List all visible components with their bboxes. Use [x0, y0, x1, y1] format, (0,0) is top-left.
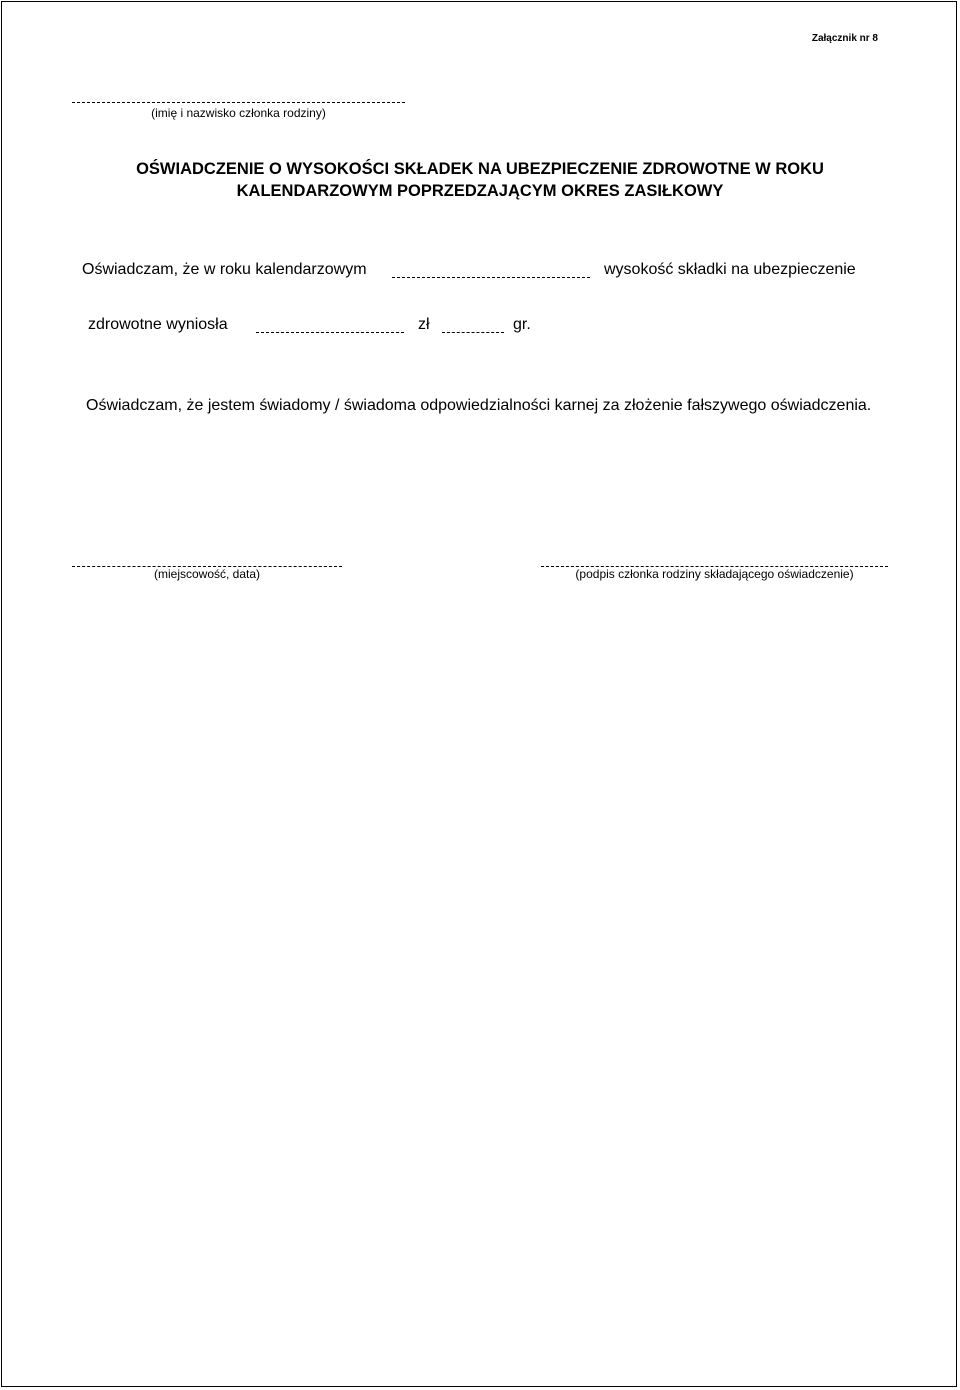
subunit-label: gr.: [513, 316, 531, 333]
liability-statement: Oświadczam, że jestem świadomy / świadoma odpowiedzialności karnej za złożenie fałszywego oświadczenia.: [86, 397, 872, 414]
document-title: [0, 158, 960, 202]
attachment-label: Załącznik nr 8: [811, 33, 878, 44]
amount-zl-field-line[interactable]: [256, 332, 404, 333]
statement-part-3: zdrowotne wyniosła: [88, 316, 228, 333]
name-field-line[interactable]: [72, 102, 405, 103]
currency-label: zł: [418, 316, 430, 333]
document-page: [1, 1, 957, 1387]
statement-part-2: wysokość składki na ubezpieczenie: [604, 261, 856, 278]
document-title-line-2: KALENDARZOWYM POPRZEDZAJĄCYM OKRES ZASIŁKOWY: [236, 182, 724, 200]
document-title-line-1: OŚWIADCZENIE O WYSOKOŚCI SKŁADEK NA UBEZPIECZENIE ZDROWOTNE W ROKU: [136, 160, 824, 178]
name-field-caption: (imię i nazwisko członka rodziny): [151, 106, 326, 120]
place-date-caption: (miejscowość, data): [153, 567, 261, 581]
statement-part-1: Oświadczam, że w roku kalendarzowym: [82, 261, 367, 278]
signature-caption: (podpis członka rodziny składającego oświadczenie): [575, 567, 854, 581]
year-field-line[interactable]: [392, 277, 590, 278]
amount-gr-field-line[interactable]: [442, 332, 504, 333]
